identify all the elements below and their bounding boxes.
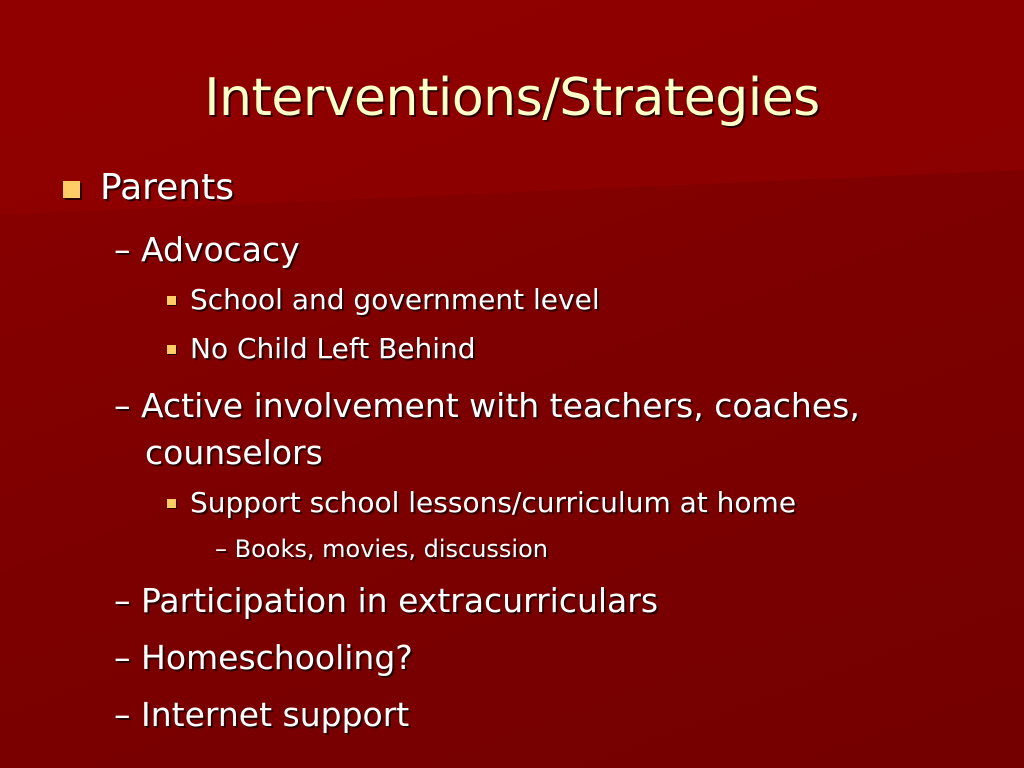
item-internet-support-label: Internet support <box>141 695 410 734</box>
item-active-involvement <box>114 384 860 428</box>
item-school-government: School and government level <box>190 283 600 316</box>
item-homeschooling <box>114 636 413 680</box>
item-participation-label: Participation in extracurriculars <box>141 581 659 620</box>
item-homeschooling-label: Homeschooling? <box>141 638 413 677</box>
dash-marker: – <box>114 695 131 734</box>
item-no-child-left-behind: No Child Left Behind <box>190 332 476 365</box>
dash-marker: – <box>114 638 131 677</box>
dash-marker: – <box>114 581 131 620</box>
item-support-school: Support school lessons/curriculum at home <box>190 486 797 519</box>
item-books-movies-label: Books, movies, discussion <box>234 535 548 563</box>
square-bullet-icon <box>167 499 176 508</box>
slide-title: Interventions/Strategies <box>204 68 820 128</box>
item-internet-support <box>114 693 409 737</box>
square-bullet-icon <box>167 296 176 305</box>
dash-marker: – <box>215 535 227 563</box>
dash-marker: – <box>114 386 131 425</box>
item-active-involvement-line1: Active involvement with teachers, coaches, <box>141 386 860 425</box>
item-advocacy <box>114 228 300 272</box>
square-bullet-icon <box>167 345 176 354</box>
bullet-parents: Parents <box>100 167 234 208</box>
dash-marker: – <box>114 230 131 269</box>
item-participation <box>114 579 658 623</box>
item-active-involvement-line2: counselors <box>145 433 323 472</box>
item-advocacy-label: Advocacy <box>141 230 300 269</box>
square-bullet-icon <box>63 181 80 198</box>
item-books-movies <box>215 534 548 564</box>
